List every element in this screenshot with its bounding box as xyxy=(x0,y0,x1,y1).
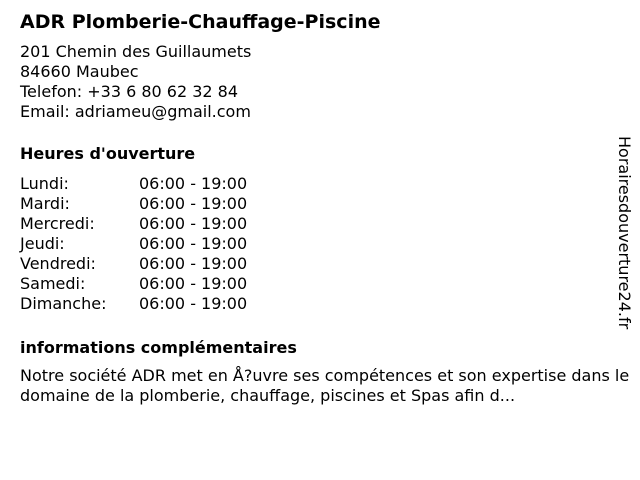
day-label: Mercredi: xyxy=(20,214,95,233)
info-heading: informations complémentaires xyxy=(20,338,297,357)
time-range: 06:00 - 19:00 xyxy=(139,274,248,293)
hours-row-lundi xyxy=(20,174,630,194)
street-address: 201 Chemin des Guillaumets xyxy=(20,42,252,61)
time-range: 06:00 - 19:00 xyxy=(139,194,248,213)
day-label: Dimanche: xyxy=(20,294,107,313)
hours-row-mardi xyxy=(20,194,630,214)
time-range: 06:00 - 19:00 xyxy=(139,234,248,253)
time-range: 06:00 - 19:00 xyxy=(139,174,248,193)
site-watermark: Horairesdouverture24.fr xyxy=(615,136,634,330)
day-label: Jeudi: xyxy=(20,234,65,253)
info-description: Notre société ADR met en Å?uvre ses compétences et son expertise dans le domaine de la plomberie, chauffage, piscines et Spas afin d... xyxy=(20,366,630,405)
day-label: Samedi: xyxy=(20,274,86,293)
hours-row-dimanche xyxy=(20,294,630,314)
address-block xyxy=(20,42,630,122)
business-name: ADR Plomberie-Chauffage-Piscine xyxy=(20,11,381,33)
city-address: 84660 Maubec xyxy=(20,62,139,81)
day-label: Mardi: xyxy=(20,194,70,213)
hours-row-samedi xyxy=(20,274,630,294)
email-address[interactable]: Email: adriameu@gmail.com xyxy=(20,102,251,121)
day-label: Vendredi: xyxy=(20,254,96,273)
day-label: Lundi: xyxy=(20,174,69,193)
business-card xyxy=(20,10,630,406)
hours-row-vendredi xyxy=(20,254,630,274)
time-range: 06:00 - 19:00 xyxy=(139,214,248,233)
time-range: 06:00 - 19:00 xyxy=(139,294,248,313)
time-range: 06:00 - 19:00 xyxy=(139,254,248,273)
phone-number[interactable]: Telefon: +33 6 80 62 32 84 xyxy=(20,82,239,101)
hours-row-mercredi xyxy=(20,214,630,234)
hours-row-jeudi xyxy=(20,234,630,254)
hours-heading: Heures d'ouverture xyxy=(20,144,196,163)
hours-table xyxy=(20,174,630,314)
